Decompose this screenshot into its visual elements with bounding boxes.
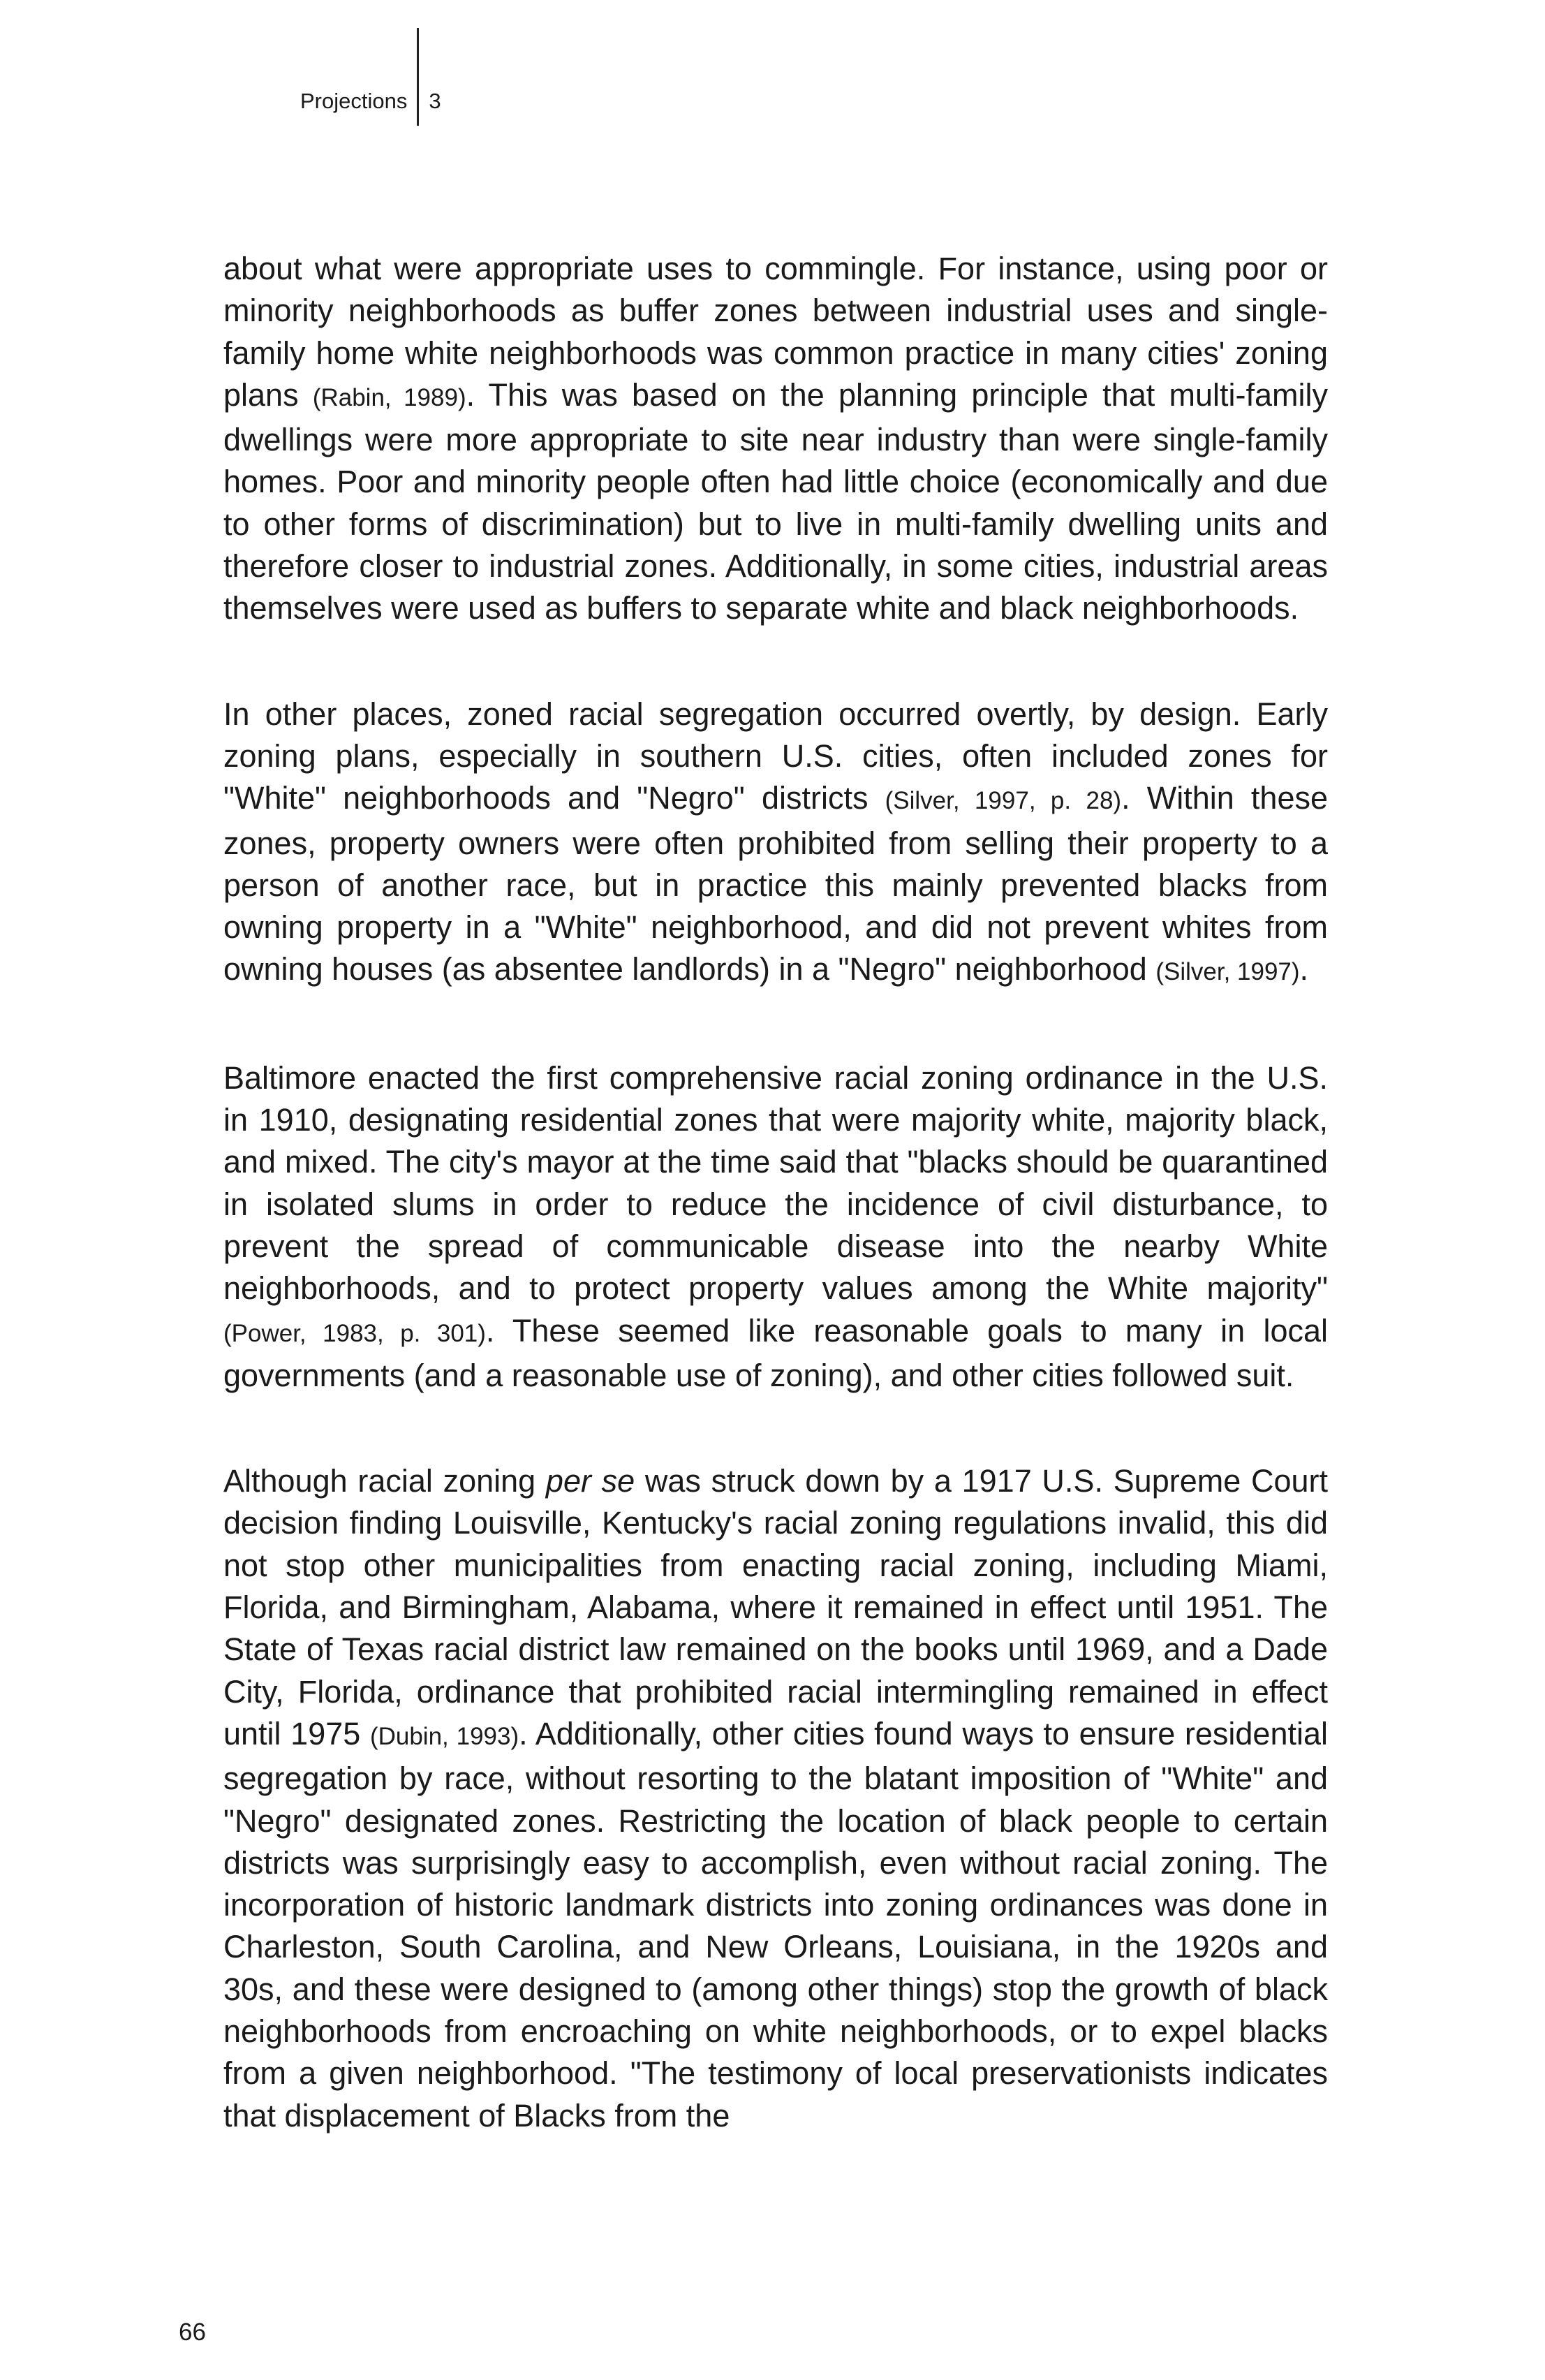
- paragraph-text: . This was based on the planning principle that multi-family dwellings were more appropriate to site near industry than were single-family homes. Poor and minority people often had little choice (economically and due to other forms of discrimination) but to live in multi-family dwelling units and therefore closer to industrial zones. Additionally, in some cities, industrial areas themselves were used as buffers to separate white and black neighborhoods.: [223, 376, 1328, 626]
- paragraph-text: . Additionally, other cities found ways to ensure residential segregation by race, without resorting to the blatant imposition of "White" and "Negro" designated zones. Restricting the location of black people to certain districts was surprisingly easy to accomplish, even without racial zoning. The incorporation of historic landmark districts into zoning ordinances was done in Charleston, South Carolina, and New Orleans, Louisiana, in the 1920s and 30s, and these were designed to (among other things) stop the growth of black neighborhoods from encroaching on white neighborhoods, or to expel blacks from a given neighborhood. "The testimony of local preservationists indicates that displacement of Blacks from the: [223, 1715, 1328, 2133]
- paragraph-text: In other places, zoned racial segregation occurred overtly, by design. Early zoning plans, especially in southern U.S. cities, often included zones for "White" neighborhoods and "Negro" districts: [223, 696, 1328, 816]
- running-head-number: 3: [429, 89, 441, 113]
- paragraph: [223, 1460, 1328, 2137]
- paragraph-text: . Within these zones, property owners were often prohibited from selling their property to a person of another race, but in practice this mainly prevented blacks from owning property in a "White" neighborhood, and did not prevent whites from owning houses (as absentee landlords) in a "Negro" neighborhood: [223, 780, 1328, 987]
- page-number: 66: [179, 2319, 206, 2346]
- paragraph: [223, 248, 1328, 630]
- paragraph-text: .: [1299, 951, 1309, 987]
- paragraph-text: . These seemed like reasonable goals to many in local governments (and a reasonable use of zoning), and other cities followed suit.: [223, 1312, 1328, 1393]
- citation: (Dubin, 1993): [369, 1722, 519, 1750]
- citation: (Silver, 1997, p. 28): [885, 787, 1122, 815]
- body-text: [223, 248, 1328, 2137]
- running-head-title: Projections: [300, 89, 408, 113]
- emphasis-text: per se: [545, 1463, 635, 1499]
- citation: (Rabin, 1989): [312, 383, 466, 411]
- citation: (Silver, 1997): [1155, 958, 1300, 986]
- paragraph: [223, 1057, 1328, 1397]
- paragraph: [223, 693, 1328, 994]
- paragraph-text: about what were appropriate uses to commingle. For instance, using poor or minority neighborhoods as buffer zones between industrial uses and single-family home white neighborhoods was common practice in many cities' zoning plans: [223, 251, 1328, 413]
- running-head: [300, 66, 441, 122]
- citation: (Power, 1983, p. 301): [223, 1319, 486, 1347]
- paragraph-text: Although racial zoning: [223, 1463, 546, 1499]
- paragraph-text: was struck down by a 1917 U.S. Supreme Court decision finding Louisville, Kentucky's racial zoning regulations invalid, this did not stop other municipalities from enacting racial zoning, including Miami, Florida, and Birmingham, Alabama, where it remained in effect until 1951. The State of Texas racial district law remained on the books until 1969, and a Dade City, Florida, ordinance that prohibited racial intermingling remained in effect until 1975: [223, 1463, 1329, 1751]
- paragraph-text: Baltimore enacted the first comprehensive racial zoning ordinance in the U.S. in 1910, designating residential zones that were majority white, majority black, and mixed. The city's mayor at the time said that "blacks should be quarantined in isolated slums in order to reduce the incidence of civil disturbance, to prevent the spread of communicable disease into the nearby White neighborhoods, and to protect property values among the White majority": [223, 1059, 1328, 1307]
